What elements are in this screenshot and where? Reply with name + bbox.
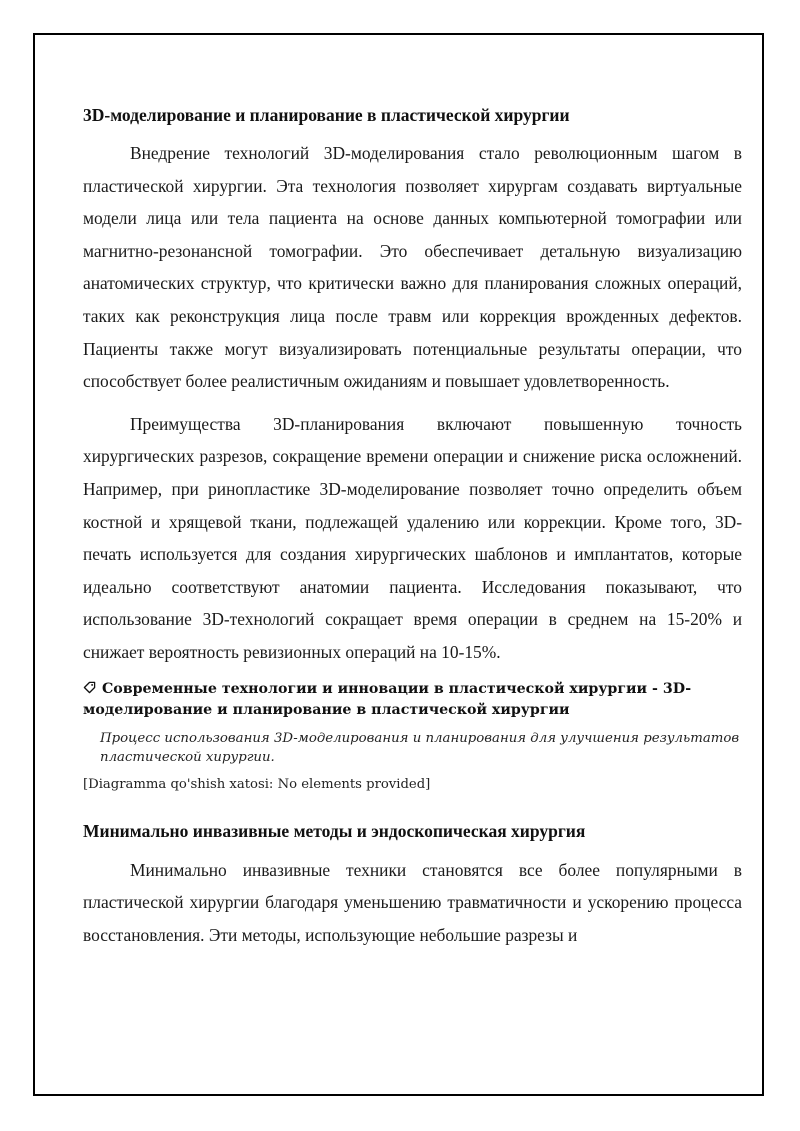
document-body (83, 97, 742, 951)
diagram-title (83, 679, 742, 721)
section-heading-3d-modeling: 3D-моделирование и планирование в пластической хирургии (83, 105, 570, 125)
section-heading-minimally-invasive: Минимально инвазивные методы и эндоскопическая хирургия (83, 820, 586, 841)
paragraph-3d-benefits: Преимущества 3D-планирования включают повышенную точность хирургических разрезов, сокращение времени операции и снижение риска осложнений. Например, при ринопластике 3D-моделирование позволяет точно определить объем костной и хрящевой ткани, подлежащей удалению или коррекции. Кроме того, 3D-печать используется для создания хирургических шаблонов и имплантатов, которые идеально соответствуют анатомии пациента. Исследования показывают, что использование 3D-технологий сокращает время операции в среднем на 15-20% и снижает вероятность ревизионных операций на 10-15%. (83, 413, 742, 662)
tag-icon (83, 681, 96, 694)
diagram-title-text: Современные технологии и инновации в пластической хирургии - 3D-моделирование и планирование в пластической хирургии (83, 680, 692, 718)
paragraph-minimally-invasive: Минимально инвазивные техники становятся все более популярными в пластической хирургии благодаря уменьшению травматичности и ускорению процесса восстановления. Эти методы, использующие небольшие разрезы и (83, 859, 742, 945)
diagram-error-placeholder: [Diagramma qo'shish xatosi: No elements provided] (83, 776, 431, 792)
paragraph-3d-intro: Внедрение технологий 3D-моделирования стало революционным шагом в пластической хирургии. Эта технология позволяет хирургам создавать виртуальные модели лица или тела пациента на основе данных компьютерной томографии или магнитно-резонансной томографии. Это обеспечивает детальную визуализацию анатомических структур, что критически важно для планирования сложных операций, таких как реконструкция лица после травм или коррекция врожденных дефектов. Пациенты также могут визуализировать потенциальные результаты операции, что способствует более реалистичным ожиданиям и повышает удовлетворенность. (83, 143, 742, 392)
diagram-caption: Процесс использования 3D-моделирования и планирования для улучшения результатов пластической хирургии. (100, 730, 740, 765)
